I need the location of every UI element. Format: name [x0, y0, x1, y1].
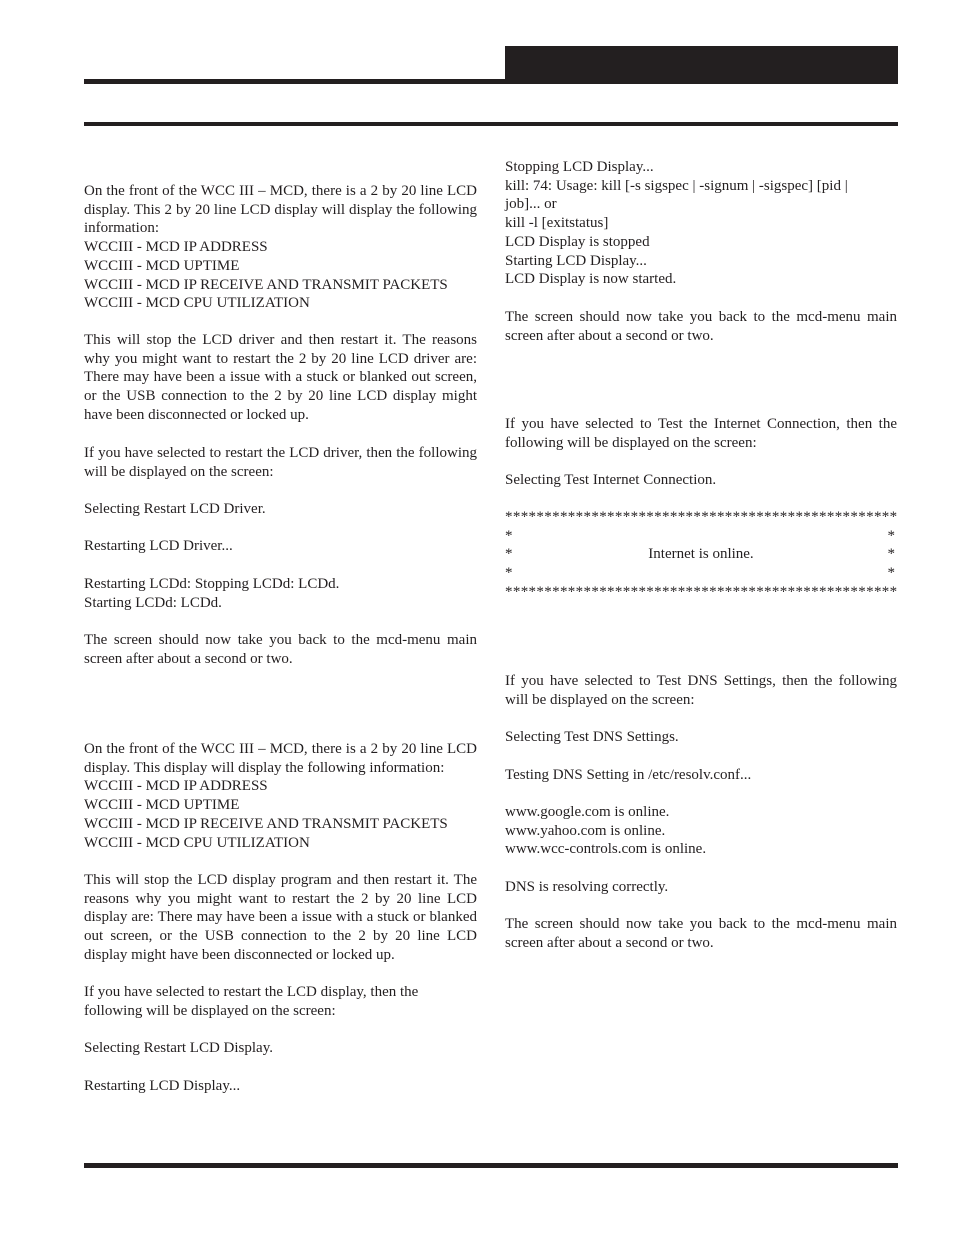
asterisk-left: *: [505, 546, 513, 563]
output-line: LCD Display is stopped: [505, 233, 650, 250]
restart-driver-selecting: Selecting Restart LCD Driver.: [84, 501, 266, 517]
output-line: job]... or: [505, 196, 557, 213]
lcd-display-output: [505, 158, 897, 289]
dns-return-note: The screen should now take you back to the mcd-menu main screen after about a second or two.: [505, 916, 897, 951]
internet-test-intro: If you have selected to Test the Internet Connection, then the following will be displayed on the screen:: [505, 416, 897, 451]
dns-test-intro: If you have selected to Test DNS Settings, then the following will be displayed on the screen:: [505, 673, 897, 708]
intro-line: following will be displayed on the screen:: [84, 1002, 336, 1019]
header-rule-bottom: [84, 122, 898, 126]
asterisk-left: *: [505, 527, 513, 544]
dns-result-line: www.yahoo.com is online.: [505, 822, 666, 839]
lcd-display-info-intro: On the front of the WCC III – MCD, there is a 2 by 20 line LCD display. This display will display the following information:: [84, 741, 477, 776]
output-line: Restarting LCDd: Stopping LCDd: LCDd.: [84, 576, 340, 592]
dns-result-line: www.wcc-controls.com is online.: [505, 841, 707, 858]
restart-display-intro: [84, 983, 477, 1020]
restart-display-return-note: The screen should now take you back to the mcd-menu main screen after about a second or two.: [505, 309, 897, 344]
restart-driver-reasons: This will stop the LCD driver and then restart it. The reasons why you might want to restart the 2 by 20 line LCD driver are: There may have been a issue with a stuck or blanked out screen, or the USB connection to the 2 by 20 line LCD display might have been disconnected or locked up.: [84, 332, 477, 423]
output-line: LCD Display is now started.: [505, 271, 677, 288]
list-item: WCCIII - MCD CPU UTILIZATION: [84, 295, 310, 312]
asterisk-right: *: [887, 565, 895, 582]
asterisk-left: *: [505, 565, 513, 582]
internet-status-box: [505, 508, 897, 601]
list-item: WCCIII - MCD IP ADDRESS: [84, 239, 268, 256]
output-line: kill: 74: Usage: kill [-s sigspec | -signum | -sigspec] [pid |: [505, 177, 848, 194]
list-item: WCCIII - MCD IP RECEIVE AND TRANSMIT PACKETS: [84, 815, 448, 832]
output-line: Starting LCD Display...: [505, 252, 647, 269]
header-rule-top: [84, 79, 898, 84]
asterisk-right: *: [887, 546, 895, 563]
internet-status-message: Internet is online.: [648, 546, 754, 563]
restart-driver-output: [84, 575, 477, 612]
list-item: WCCIII - MCD UPTIME: [84, 797, 240, 814]
asterisk-border-bottom: **************************************************: [505, 583, 897, 600]
dns-test-progress: Testing DNS Setting in /etc/resolv.conf...: [505, 767, 752, 783]
dns-test-selecting: Selecting Test DNS Settings.: [505, 729, 679, 745]
restart-display-progress: Restarting LCD Display...: [84, 1078, 241, 1094]
output-line: Starting LCDd: LCDd.: [84, 594, 222, 611]
intro-line: If you have selected to restart the LCD display, then the: [84, 984, 419, 1000]
header-bar: [505, 46, 898, 80]
restart-driver-return-note: The screen should now take you back to the mcd-menu main screen after about a second or two.: [84, 632, 477, 667]
list-item: WCCIII - MCD IP RECEIVE AND TRANSMIT PACKETS: [84, 276, 448, 293]
dns-status: DNS is resolving correctly.: [505, 879, 669, 895]
lcd-info-paragraph: [84, 182, 477, 313]
dns-results: [505, 803, 897, 859]
output-line: Stopping LCD Display...: [505, 159, 654, 175]
internet-test-selecting: Selecting Test Internet Connection.: [505, 472, 717, 488]
list-item: WCCIII - MCD UPTIME: [84, 257, 240, 274]
restart-driver-progress: Restarting LCD Driver...: [84, 538, 233, 554]
asterisk-right: *: [887, 527, 895, 544]
restart-display-reasons: This will stop the LCD display program and then restart it. The reasons why you might want to restart the 2 by 20 line LCD display are: There may have been a issue with a stuck or blanked out screen, or the USB connection to the 2 by 20 line LCD display might have been disconnected or locked up.: [84, 872, 477, 963]
lcd-display-info-paragraph: [84, 740, 477, 852]
lcd-info-intro: On the front of the WCC III – MCD, there is a 2 by 20 line LCD display. This 2 by 20 line LCD display will display the following information:: [84, 183, 477, 237]
footer-rule: [84, 1163, 898, 1168]
restart-driver-intro: If you have selected to restart the LCD driver, then the following will be displayed on the screen:: [84, 445, 477, 480]
output-line: kill -l [exitstatus]: [505, 215, 609, 232]
list-item: WCCIII - MCD CPU UTILIZATION: [84, 834, 310, 851]
restart-display-selecting: Selecting Restart LCD Display.: [84, 1040, 273, 1056]
list-item: WCCIII - MCD IP ADDRESS: [84, 778, 268, 795]
asterisk-border-top: **************************************************: [505, 509, 897, 525]
dns-result-line: www.google.com is online.: [505, 804, 670, 820]
